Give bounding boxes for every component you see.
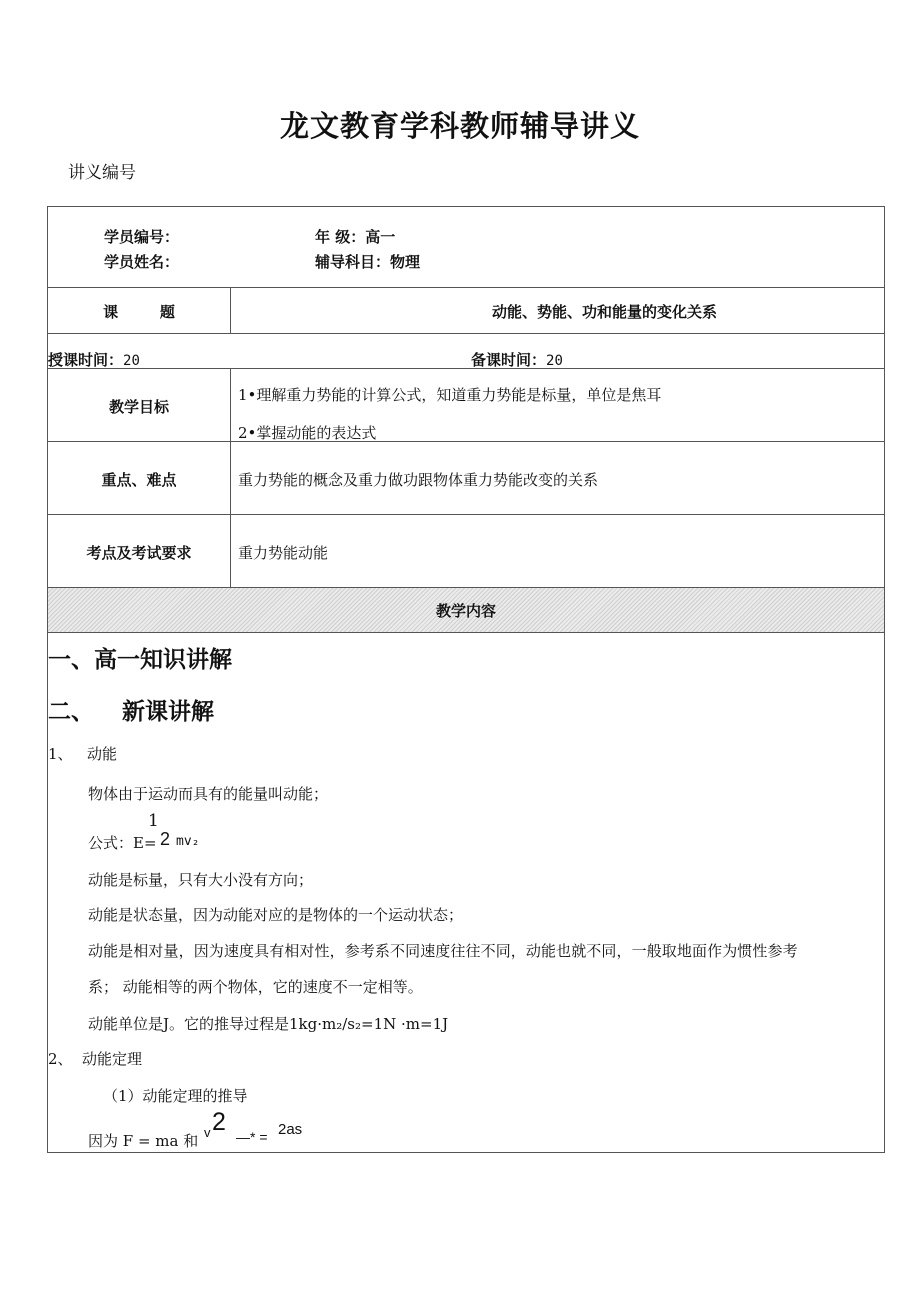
prep-time-value: 20	[546, 353, 563, 369]
content-header: 教学内容	[435, 602, 496, 620]
table-divider	[47, 287, 885, 288]
column-divider	[230, 287, 231, 333]
topic-label: 课 题	[103, 303, 175, 321]
goal-item: 2•掌握动能的表达式	[238, 424, 377, 442]
exam-points-value: 重力势能动能	[238, 544, 329, 562]
formula-mv: mv₂	[176, 834, 200, 849]
teach-time-label: 授课时间：	[48, 351, 124, 369]
table-divider	[47, 368, 885, 369]
table-divider	[47, 441, 885, 442]
formula-prefix: 公式：E=	[88, 834, 157, 852]
part1-state: 动能是状态量，因为动能对应的是物体的一个运动状态；	[88, 906, 464, 924]
section-heading-2-number: 二、	[48, 699, 94, 725]
derivation-2as: 2as	[278, 1121, 303, 1138]
part1-relative-line2: 系； 动能相等的两个物体，它的速度不一定相等。	[88, 978, 423, 996]
subject-label: 辅导科目：	[315, 253, 391, 271]
grade-value: 高一	[365, 228, 396, 246]
student-name-label: 学员姓名：	[104, 253, 180, 271]
section-heading-2-title: 新课讲解	[122, 699, 214, 725]
student-id-label: 学员编号：	[104, 228, 180, 246]
key-points-value: 重力势能的概念及重力做功跟物体重力势能改变的关系	[238, 471, 599, 489]
part2-number: 2、	[48, 1050, 73, 1068]
lesson-table	[47, 206, 885, 1153]
goals-label: 教学目标	[108, 398, 169, 416]
grade-label: 年 级：	[315, 228, 366, 246]
derivation-prefix: 因为 F = ma 和	[88, 1132, 199, 1150]
part1-scalar: 动能是标量，只有大小没有方向；	[88, 871, 314, 889]
table-divider	[47, 632, 885, 633]
part2-title: 动能定理	[82, 1050, 143, 1068]
velocity-symbol: v	[204, 1125, 211, 1140]
formula-numerator: 1	[148, 811, 159, 831]
goal-item: 1•理解重力势能的计算公式，知道重力势能是标量，单位是焦耳	[238, 386, 662, 404]
column-divider	[230, 368, 231, 587]
part1-title: 动能	[87, 745, 118, 763]
handout-number-label: 讲义编号	[68, 163, 136, 183]
part1-definition: 物体由于运动而具有的能量叫动能；	[88, 785, 329, 803]
formula-denominator: 2	[160, 829, 171, 849]
velocity-exponent: 2	[212, 1108, 226, 1136]
part1-number: 1、	[48, 745, 73, 763]
key-points-label: 重点、难点	[101, 471, 177, 489]
part1-relative-line1: 动能是相对量，因为速度具有相对性，参考系不同速度往往不同，动能也就不同，一般取地面作为惯性参考	[88, 942, 798, 960]
section-heading-1: 一、高一知识讲解	[48, 647, 232, 673]
table-divider	[47, 514, 885, 515]
table-divider	[47, 333, 885, 334]
document-title: 龙文教育学科教师辅导讲义	[279, 109, 640, 143]
derivation-operator: —* =	[236, 1129, 268, 1145]
topic-value: 动能、势能、功和能量的变化关系	[492, 303, 718, 321]
part2-subheading: （1）动能定理的推导	[103, 1087, 248, 1105]
prep-time-label: 备课时间：	[471, 351, 547, 369]
exam-points-label: 考点及考试要求	[86, 544, 192, 562]
teach-time-value: 20	[123, 353, 140, 369]
subject-value: 物理	[390, 253, 421, 271]
part1-unit: 动能单位是J。它的推导过程是1kg·m₂/s₂=1N ·m=1J	[88, 1015, 449, 1033]
